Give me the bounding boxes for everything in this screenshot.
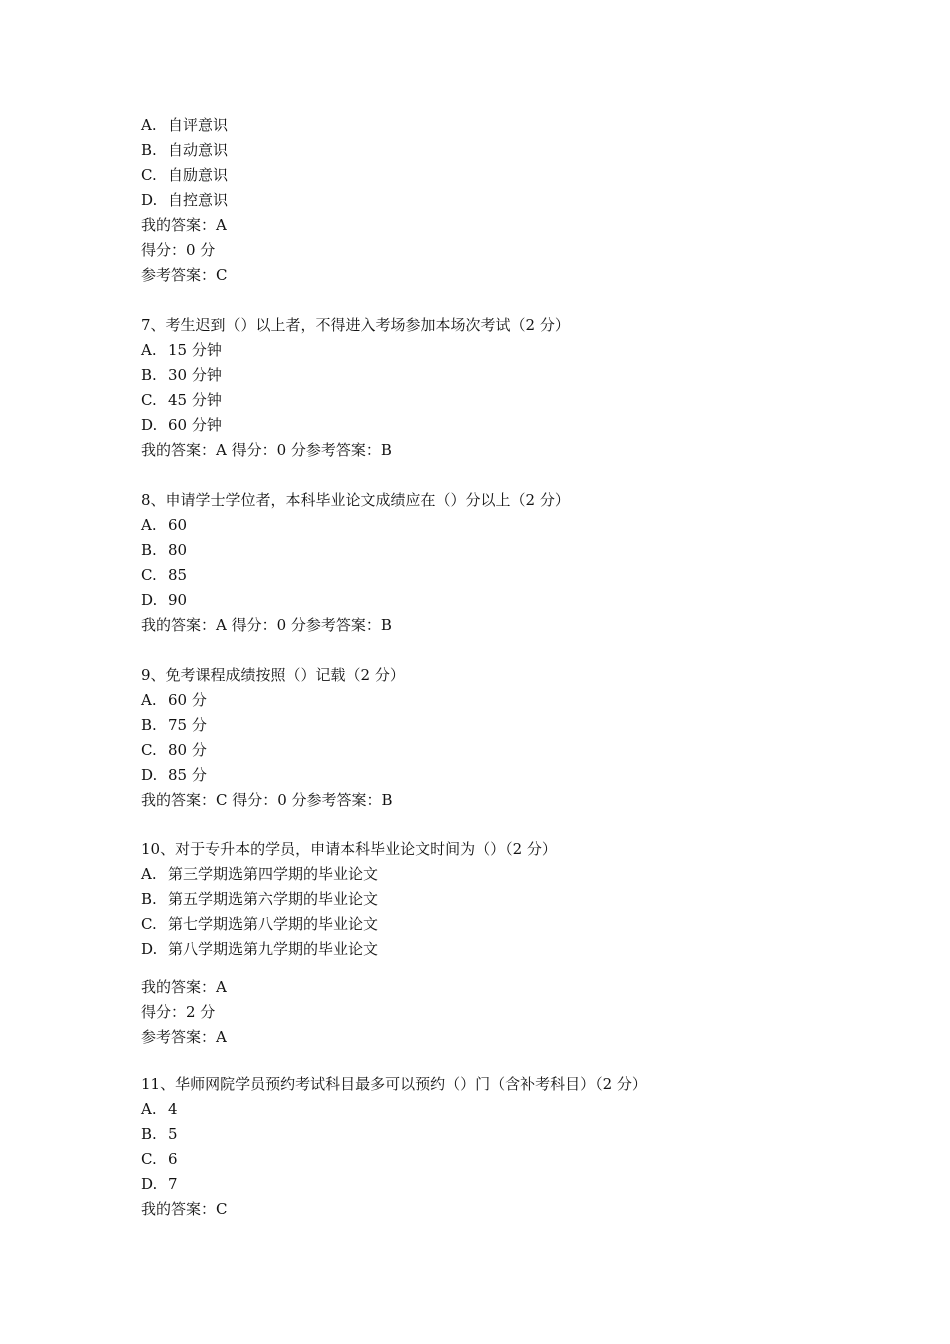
q11-option-a: A. 4 bbox=[141, 1100, 178, 1118]
q9-result: 我的答案：C 得分：0 分参考答案：B bbox=[141, 791, 393, 809]
q6-option-b: B. 自动意识 bbox=[141, 141, 229, 159]
q9-option-a: A. 60 分 bbox=[141, 691, 207, 709]
q7-question: 7、考生迟到（）以上者，不得进入考场参加本场次考试（2 分） bbox=[141, 316, 570, 334]
q8-option-c: C. 85 bbox=[141, 566, 188, 584]
q6-option-c: C. 自励意识 bbox=[141, 166, 229, 184]
q8-question: 8、申请学士学位者，本科毕业论文成绩应在（）分以上（2 分） bbox=[141, 491, 570, 509]
q9-option-d: D. 85 分 bbox=[141, 766, 207, 784]
q10-my-answer: 我的答案：A bbox=[141, 978, 227, 996]
q6-score: 得分：0 分 bbox=[141, 241, 216, 259]
q6-option-a: A. 自评意识 bbox=[141, 116, 229, 134]
q11-option-b: B. 5 bbox=[141, 1125, 178, 1143]
q10-question: 10、对于专升本的学员，申请本科毕业论文时间为（）（2 分） bbox=[141, 840, 557, 858]
q7-option-c: C. 45 分钟 bbox=[141, 391, 222, 409]
q7-option-d: D. 60 分钟 bbox=[141, 416, 222, 434]
q8-result: 我的答案：A 得分：0 分参考答案：B bbox=[141, 616, 392, 634]
q7-option-a: A. 15 分钟 bbox=[141, 341, 222, 359]
q8-option-a: A. 60 bbox=[141, 516, 188, 534]
q10-option-c: C. 第七学期选第八学期的毕业论文 bbox=[141, 915, 379, 933]
q10-ref-answer: 参考答案：A bbox=[141, 1028, 227, 1046]
q6-ref-answer: 参考答案：C bbox=[141, 266, 228, 284]
q9-option-b: B. 75 分 bbox=[141, 716, 207, 734]
q10-option-b: B. 第五学期选第六学期的毕业论文 bbox=[141, 890, 379, 908]
q11-my-answer: 我的答案：C bbox=[141, 1200, 228, 1218]
q10-score: 得分：2 分 bbox=[141, 1003, 216, 1021]
q6-my-answer: 我的答案：A bbox=[141, 216, 227, 234]
q8-option-b: B. 80 bbox=[141, 541, 188, 559]
q11-option-c: C. 6 bbox=[141, 1150, 178, 1168]
q9-option-c: C. 80 分 bbox=[141, 741, 207, 759]
q7-option-b: B. 30 分钟 bbox=[141, 366, 222, 384]
q9-question: 9、免考课程成绩按照（）记载（2 分） bbox=[141, 666, 405, 684]
q10-option-a: A. 第三学期选第四学期的毕业论文 bbox=[141, 865, 379, 883]
q10-option-d: D. 第八学期选第九学期的毕业论文 bbox=[141, 940, 379, 958]
q11-option-d: D. 7 bbox=[141, 1175, 178, 1193]
q7-result: 我的答案：A 得分：0 分参考答案：B bbox=[141, 441, 392, 459]
q11-question: 11、华师网院学员预约考试科目最多可以预约（）门（含补考科目）（2 分） bbox=[141, 1075, 647, 1093]
q8-option-d: D. 90 bbox=[141, 591, 188, 609]
q6-option-d: D. 自控意识 bbox=[141, 191, 229, 209]
